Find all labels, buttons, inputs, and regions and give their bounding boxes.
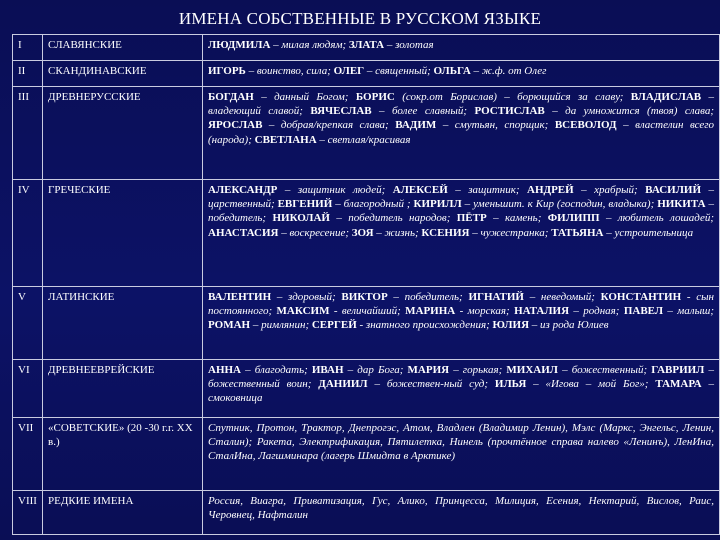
table-row bbox=[13, 287, 720, 360]
name-meaning: – неведомый; bbox=[523, 291, 601, 303]
names-description bbox=[203, 180, 720, 287]
name-meaning: - сын постоянного; bbox=[208, 291, 714, 318]
name-term: ДАНИИЛ bbox=[318, 378, 368, 391]
name-meaning: – золотая bbox=[384, 39, 434, 51]
name-meaning: – победитель народов; bbox=[330, 212, 457, 225]
name-meaning: – благодать; bbox=[241, 364, 312, 376]
table-row bbox=[13, 418, 720, 491]
row-number: V bbox=[13, 287, 43, 360]
name-term: ИЛЬЯ bbox=[494, 378, 527, 391]
name-term: ИВАН bbox=[311, 364, 344, 376]
name-meaning: – победитель; bbox=[208, 198, 715, 225]
name-meaning: – воинство, сила; bbox=[245, 65, 334, 77]
name-term: НИКОЛАЙ bbox=[272, 212, 330, 225]
table-row bbox=[13, 61, 720, 87]
name-meaning: – камень; bbox=[486, 212, 548, 225]
name-term: АНАСТАСИЯ bbox=[208, 226, 279, 239]
name-term: ОЛЕГ bbox=[333, 65, 365, 77]
name-term: КОНСТАНТИН bbox=[600, 291, 682, 303]
name-meaning: – малыш; bbox=[663, 305, 715, 318]
name-term: РОСТИСЛАВ bbox=[474, 105, 545, 118]
name-term: АНДРЕЙ bbox=[527, 184, 574, 196]
name-meaning: – храбрый; bbox=[573, 184, 646, 196]
table-row bbox=[13, 180, 720, 287]
name-term: МАРИЯ bbox=[407, 364, 450, 376]
name-term: ВИКТОР bbox=[341, 291, 388, 303]
name-meaning: (сокр.от Борислав) – борющийся за славу; bbox=[394, 91, 631, 103]
name-meaning: – родная; bbox=[569, 305, 624, 318]
name-meaning: – устроительница bbox=[603, 226, 694, 239]
name-meaning: – чужестранка; bbox=[469, 226, 552, 239]
name-meaning: – здоровый; bbox=[271, 291, 342, 303]
name-term: ГАВРИИЛ bbox=[651, 364, 705, 376]
name-meaning: – более славный; bbox=[371, 105, 475, 118]
name-meaning: – воскресение; bbox=[278, 226, 352, 239]
name-term: ЕВГЕНИЙ bbox=[277, 198, 333, 211]
names-table bbox=[12, 34, 720, 535]
group-name: ДРЕВНЕРУССКИЕ bbox=[43, 87, 203, 180]
name-meaning: - знатного происхождения; bbox=[356, 319, 493, 332]
name-term: ЯРОСЛАВ bbox=[208, 119, 263, 132]
name-meaning: Спутник, Протон, Трактор, Днепрогэс, Атом, Владлен (Владимир Ленин), Мэлс (Маркс, Энгельс, Ленин, Сталин); Ракета, Электрификация, Пятилетка, Нинель (прочтённое справа налево «Ленинъ), ЛенИна, СталИна, Лагшминара (лагерь Шмидта в Арктике) bbox=[208, 422, 714, 463]
name-term: МАРИНА bbox=[405, 305, 456, 318]
name-meaning: - величайший; bbox=[329, 305, 406, 318]
table-row bbox=[13, 360, 720, 418]
table-row bbox=[13, 87, 720, 180]
name-meaning: – из рода Юлиев bbox=[529, 319, 609, 332]
name-meaning: – ж.ф. от Олег bbox=[470, 65, 547, 77]
row-number: II bbox=[13, 61, 43, 87]
name-term: ВАЛЕНТИН bbox=[208, 291, 272, 303]
name-meaning: – благородный ; bbox=[332, 198, 414, 211]
name-term: ВАСИЛИЙ bbox=[645, 184, 702, 196]
page-title: ИМЕНА СОБСТВЕННЫЕ В РУССКОМ ЯЗЫКЕ bbox=[178, 9, 542, 28]
name-meaning: – владеющий славой; bbox=[208, 91, 714, 118]
name-meaning: – да умножится (твоя) слава; bbox=[544, 105, 715, 118]
table-row bbox=[13, 491, 720, 535]
name-meaning: – победитель; bbox=[387, 291, 469, 303]
name-term: ВЛАДИСЛАВ bbox=[630, 91, 702, 103]
name-term: ИГНАТИЙ bbox=[468, 291, 524, 303]
name-meaning: – смоковница bbox=[208, 378, 714, 405]
names-description bbox=[203, 35, 720, 61]
row-number: VII bbox=[13, 418, 43, 491]
name-term: ПАВЕЛ bbox=[623, 305, 664, 318]
name-meaning: – «Игова – мой Бог»; bbox=[526, 378, 656, 391]
name-meaning: – властелин всего (народа); bbox=[208, 119, 714, 146]
name-meaning: – римлянин; bbox=[250, 319, 312, 332]
name-meaning: – горькая; bbox=[449, 364, 507, 376]
names-description bbox=[203, 287, 720, 360]
name-term: НИКИТА bbox=[657, 198, 706, 211]
name-term: ВСЕВОЛОД bbox=[554, 119, 617, 132]
name-term: АННА bbox=[208, 364, 241, 376]
group-name: ГРЕЧЕСКИЕ bbox=[43, 180, 203, 287]
group-name: СЛАВЯНСКИЕ bbox=[43, 35, 203, 61]
name-term: СВЕТЛАНА bbox=[254, 133, 317, 146]
name-meaning: – божествен-ный суд; bbox=[367, 378, 495, 391]
name-term: АЛЕКСАНДР bbox=[208, 184, 278, 196]
name-term: КИРИЛЛ bbox=[413, 198, 462, 211]
row-number: VIII bbox=[13, 491, 43, 535]
name-meaning: – защитник; bbox=[447, 184, 528, 196]
name-meaning: – добрая/крепкая слава; bbox=[262, 119, 396, 132]
name-meaning: – жизнь; bbox=[373, 226, 422, 239]
name-term: ЗОЯ bbox=[351, 226, 374, 239]
name-term: МИХАИЛ bbox=[506, 364, 558, 376]
name-meaning: – божественный воин; bbox=[208, 364, 714, 391]
names-description bbox=[203, 61, 720, 87]
names-description bbox=[203, 491, 720, 535]
names-description bbox=[203, 87, 720, 180]
name-term: ИГОРЬ bbox=[208, 65, 246, 77]
name-term: АЛЕКСЕЙ bbox=[392, 184, 448, 196]
name-meaning: – данный Богом; bbox=[253, 91, 356, 103]
name-meaning: – божественный; bbox=[557, 364, 652, 376]
name-term: БОГДАН bbox=[208, 91, 254, 103]
name-term: МАКСИМ bbox=[276, 305, 330, 318]
name-meaning: – любитель лошадей; bbox=[599, 212, 715, 225]
name-term: ЗЛАТА bbox=[348, 39, 385, 51]
name-meaning: – священный; bbox=[364, 65, 434, 77]
name-meaning: – светлая/красивая bbox=[316, 133, 411, 146]
name-term: БОРИС bbox=[355, 91, 395, 103]
group-name: «СОВЕТСКИЕ» (20 -30 г.г. XX в.) bbox=[43, 418, 203, 491]
row-number: I bbox=[13, 35, 43, 61]
name-term: ЮЛИЯ bbox=[492, 319, 530, 332]
row-number: VI bbox=[13, 360, 43, 418]
name-term: ТАТЬЯНА bbox=[551, 226, 604, 239]
name-meaning: - морская; bbox=[455, 305, 515, 318]
name-meaning: – смутьян, спорщик; bbox=[436, 119, 555, 132]
name-term: КСЕНИЯ bbox=[421, 226, 470, 239]
names-description bbox=[203, 418, 720, 491]
name-meaning: – царственный; bbox=[208, 184, 715, 211]
group-name: ЛАТИНСКИЕ bbox=[43, 287, 203, 360]
name-term: ЛЮДМИЛА bbox=[208, 39, 271, 51]
name-term: ВЯЧЕСЛАВ bbox=[310, 105, 372, 118]
names-description bbox=[203, 360, 720, 418]
row-number: III bbox=[13, 87, 43, 180]
name-term: НАТАЛИЯ bbox=[514, 305, 570, 318]
group-name: СКАНДИНАВСКИЕ bbox=[43, 61, 203, 87]
group-name: ДРЕВНЕЕВРЕЙСКИЕ bbox=[43, 360, 203, 418]
name-meaning: Россия, Виагра, Приватизация, Гус, Алико, Принцесса, Милиция, Есения, Нектарий, Вислов, Раис, Черовнец, Нафталин bbox=[208, 495, 714, 522]
name-term: ОЛЬГА bbox=[433, 65, 471, 77]
name-term: РОМАН bbox=[208, 319, 251, 332]
name-meaning: – милая людям; bbox=[270, 39, 349, 51]
name-term: ФИЛИПП bbox=[547, 212, 600, 225]
group-name: РЕДКИЕ ИМЕНА bbox=[43, 491, 203, 535]
name-term: ТАМАРА bbox=[655, 378, 702, 391]
name-meaning: – защитник людей; bbox=[277, 184, 393, 196]
name-meaning: – уменьшит. к Кир (господин, владыка); bbox=[461, 198, 658, 211]
row-number: IV bbox=[13, 180, 43, 287]
table-row bbox=[13, 35, 720, 61]
name-term: ВАДИМ bbox=[395, 119, 437, 132]
name-meaning: – дар Бога; bbox=[343, 364, 408, 376]
name-term: СЕРГЕЙ bbox=[311, 319, 357, 332]
name-term: ПЁТР bbox=[456, 212, 487, 225]
